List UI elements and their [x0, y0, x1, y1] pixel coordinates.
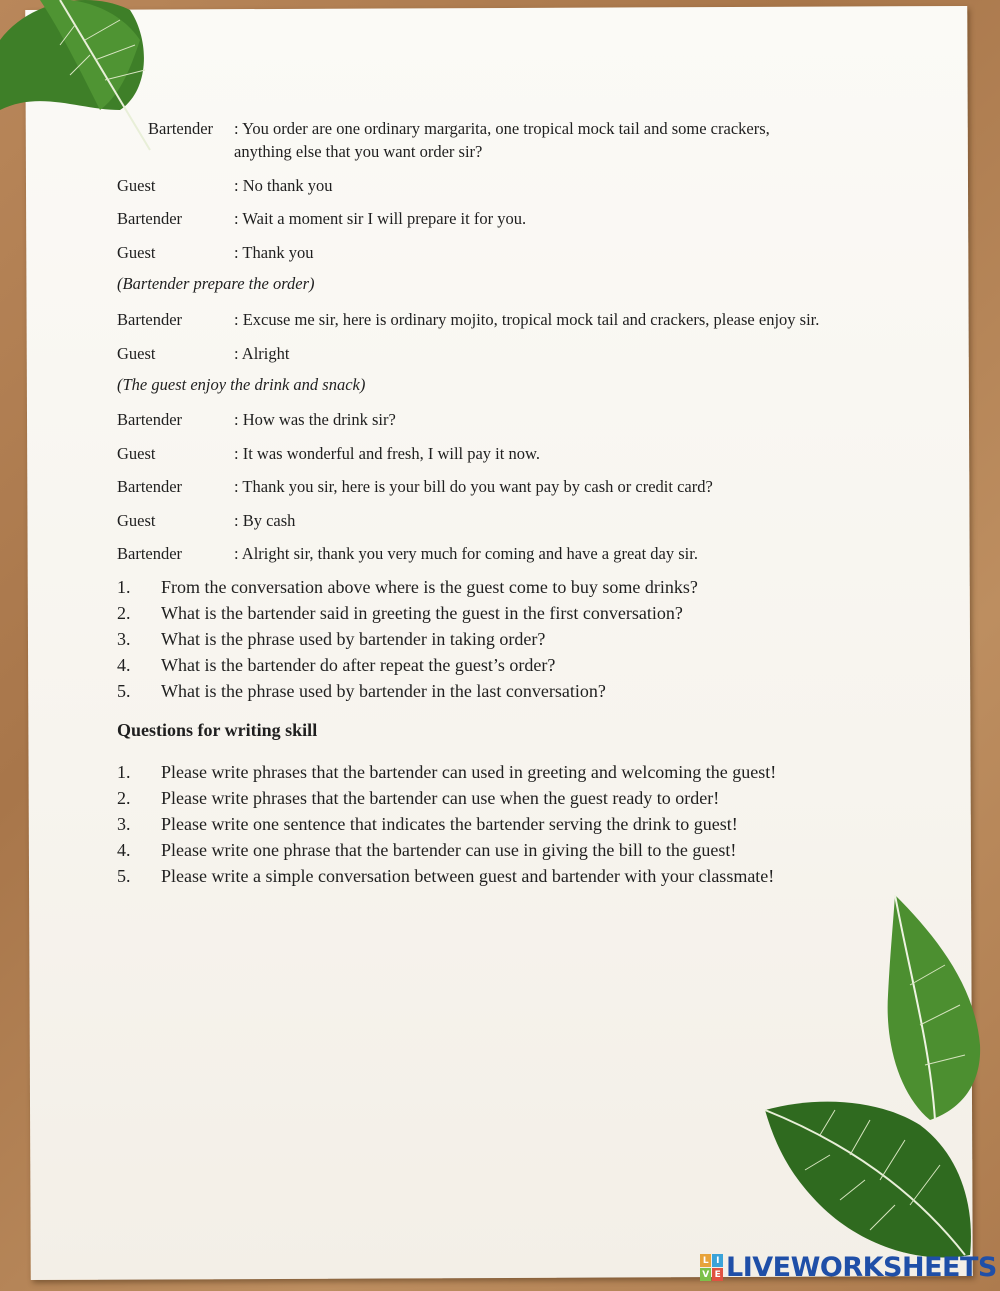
dialogue-line: : Alright sir, thank you very much for coming and have a great day sir.	[234, 544, 698, 563]
speaker: Bartender	[117, 310, 183, 329]
dialogue-line: : Alright	[234, 344, 290, 363]
speaker: Bartender	[117, 410, 183, 429]
dialogue-row	[117, 509, 295, 532]
stage-direction: (Bartender prepare the order)	[117, 274, 315, 293]
stage-direction: (The guest enjoy the drink and snack)	[117, 375, 366, 394]
speaker: Bartender	[148, 119, 214, 138]
dialogue-line: : You order are one ordinary margarita, one tropical mock tail and some crackers, anything else that you want order sir?	[234, 119, 770, 161]
dialogue-row	[117, 207, 526, 230]
speaker: Bartender	[117, 544, 183, 563]
question-item: 3. What is the phrase used by bartender in taking order?	[117, 629, 546, 649]
dialogue-line: : Excuse me sir, here is ordinary mojito, tropical mock tail and crackers, please enjoy sir.	[234, 310, 820, 329]
question-item: 2. What is the bartender said in greeting the guest in the first conversation?	[117, 603, 683, 623]
dialogue-row	[117, 408, 396, 431]
logo-text: LIVEWORKSHEETS	[726, 1252, 997, 1283]
speaker: Guest	[117, 176, 156, 195]
dialogue-line: : No thank you	[234, 176, 333, 195]
dialogue-line: : By cash	[234, 511, 296, 530]
dialogue-row	[148, 117, 770, 163]
writing-question-item: 3. Please write one sentence that indicates the bartender serving the drink to guest!	[117, 814, 738, 834]
question-item: 5. What is the phrase used by bartender in the last conversation?	[117, 681, 606, 701]
dialogue-row	[117, 308, 819, 331]
liveworksheets-logo[interactable]	[700, 1252, 997, 1283]
writing-question-item: 5. Please write a simple conversation between guest and bartender with your classmate!	[117, 866, 775, 886]
speaker: Guest	[117, 344, 156, 363]
dialogue-row	[117, 342, 289, 365]
writing-question-item: 4. Please write one phrase that the bartender can use in giving the bill to the guest!	[117, 840, 737, 860]
speaker: Guest	[117, 444, 156, 463]
dialogue-row	[117, 241, 313, 264]
dialogue-row	[117, 475, 713, 498]
question-item: 1. From the conversation above where is the guest come to buy some drinks?	[117, 577, 698, 597]
dialogue-row	[117, 174, 333, 197]
speaker: Guest	[117, 243, 156, 262]
dialogue-row	[117, 442, 540, 465]
dialogue-line: : How was the drink sir?	[234, 410, 396, 429]
logo-blocks-icon: L I V E	[700, 1254, 723, 1281]
dialogue-line: : Thank you sir, here is your bill do you want pay by cash or credit card?	[234, 477, 713, 496]
dialogue-line: : Wait a moment sir I will prepare it for you.	[234, 209, 527, 228]
question-item: 4. What is the bartender do after repeat the guest’s order?	[117, 655, 556, 675]
speaker: Bartender	[117, 477, 183, 496]
section-heading: Questions for writing skill	[117, 720, 318, 740]
speaker: Guest	[117, 511, 156, 530]
writing-question-item: 1. Please write phrases that the bartender can used in greeting and welcoming the guest!	[117, 762, 777, 782]
speaker: Bartender	[117, 209, 183, 228]
dialogue-line: : It was wonderful and fresh, I will pay it now.	[234, 444, 540, 463]
writing-question-item: 2. Please write phrases that the bartender can use when the guest ready to order!	[117, 788, 720, 808]
dialogue-row	[117, 542, 698, 565]
dialogue-line: : Thank you	[234, 243, 314, 262]
